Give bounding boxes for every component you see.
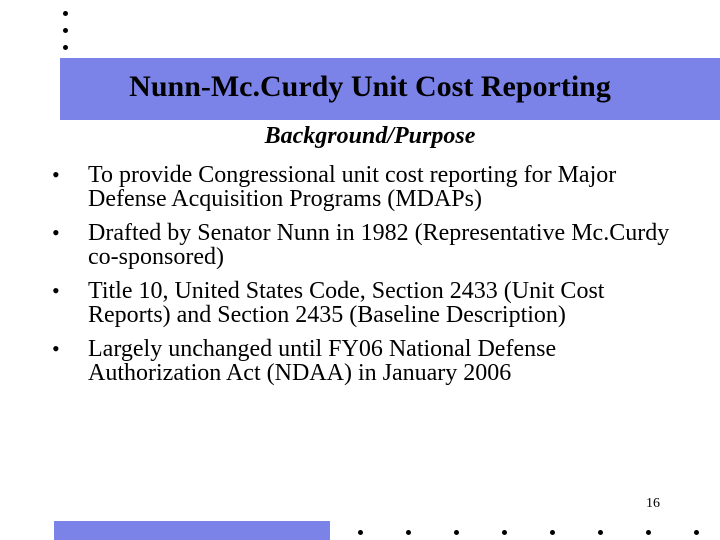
decor-dot	[646, 530, 651, 535]
decor-dot	[550, 530, 555, 535]
bullet-icon: •	[52, 336, 60, 361]
decor-dot	[63, 28, 68, 33]
slide-title: Nunn-Mc.Curdy Unit Cost Reporting	[129, 70, 611, 103]
bullet-icon: •	[52, 278, 60, 303]
bullet-item	[52, 221, 692, 269]
bullet-icon: •	[52, 162, 60, 187]
bullet-text: To provide Congressional unit cost reporting for Major Defense Acquisition Programs (MDAPs)	[88, 162, 617, 212]
decor-dot	[406, 530, 411, 535]
slide-subtitle: Background/Purpose	[264, 123, 476, 149]
bullet-text: Drafted by Senator Nunn in 1982 (Representative Mc.Curdy co-sponsored)	[88, 220, 670, 270]
bullet-list	[52, 163, 692, 395]
bullet-icon: •	[52, 220, 60, 245]
decor-dot	[694, 530, 699, 535]
decor-dot	[63, 45, 68, 50]
decor-dot	[63, 11, 68, 16]
decor-dot	[502, 530, 507, 535]
bullet-item	[52, 163, 692, 211]
decor-dot	[454, 530, 459, 535]
bullet-item	[52, 279, 692, 327]
page-number: 16	[646, 496, 660, 511]
footer-accent-bar	[54, 521, 330, 540]
bullet-item	[52, 337, 692, 385]
bullet-text: Title 10, United States Code, Section 2433 (Unit Cost Reports) and Section 2435 (Baseline Description)	[88, 278, 605, 328]
decor-dot	[598, 530, 603, 535]
bullet-text: Largely unchanged until FY06 National Defense Authorization Act (NDAA) in January 2006	[88, 336, 557, 386]
decor-dot	[358, 530, 363, 535]
